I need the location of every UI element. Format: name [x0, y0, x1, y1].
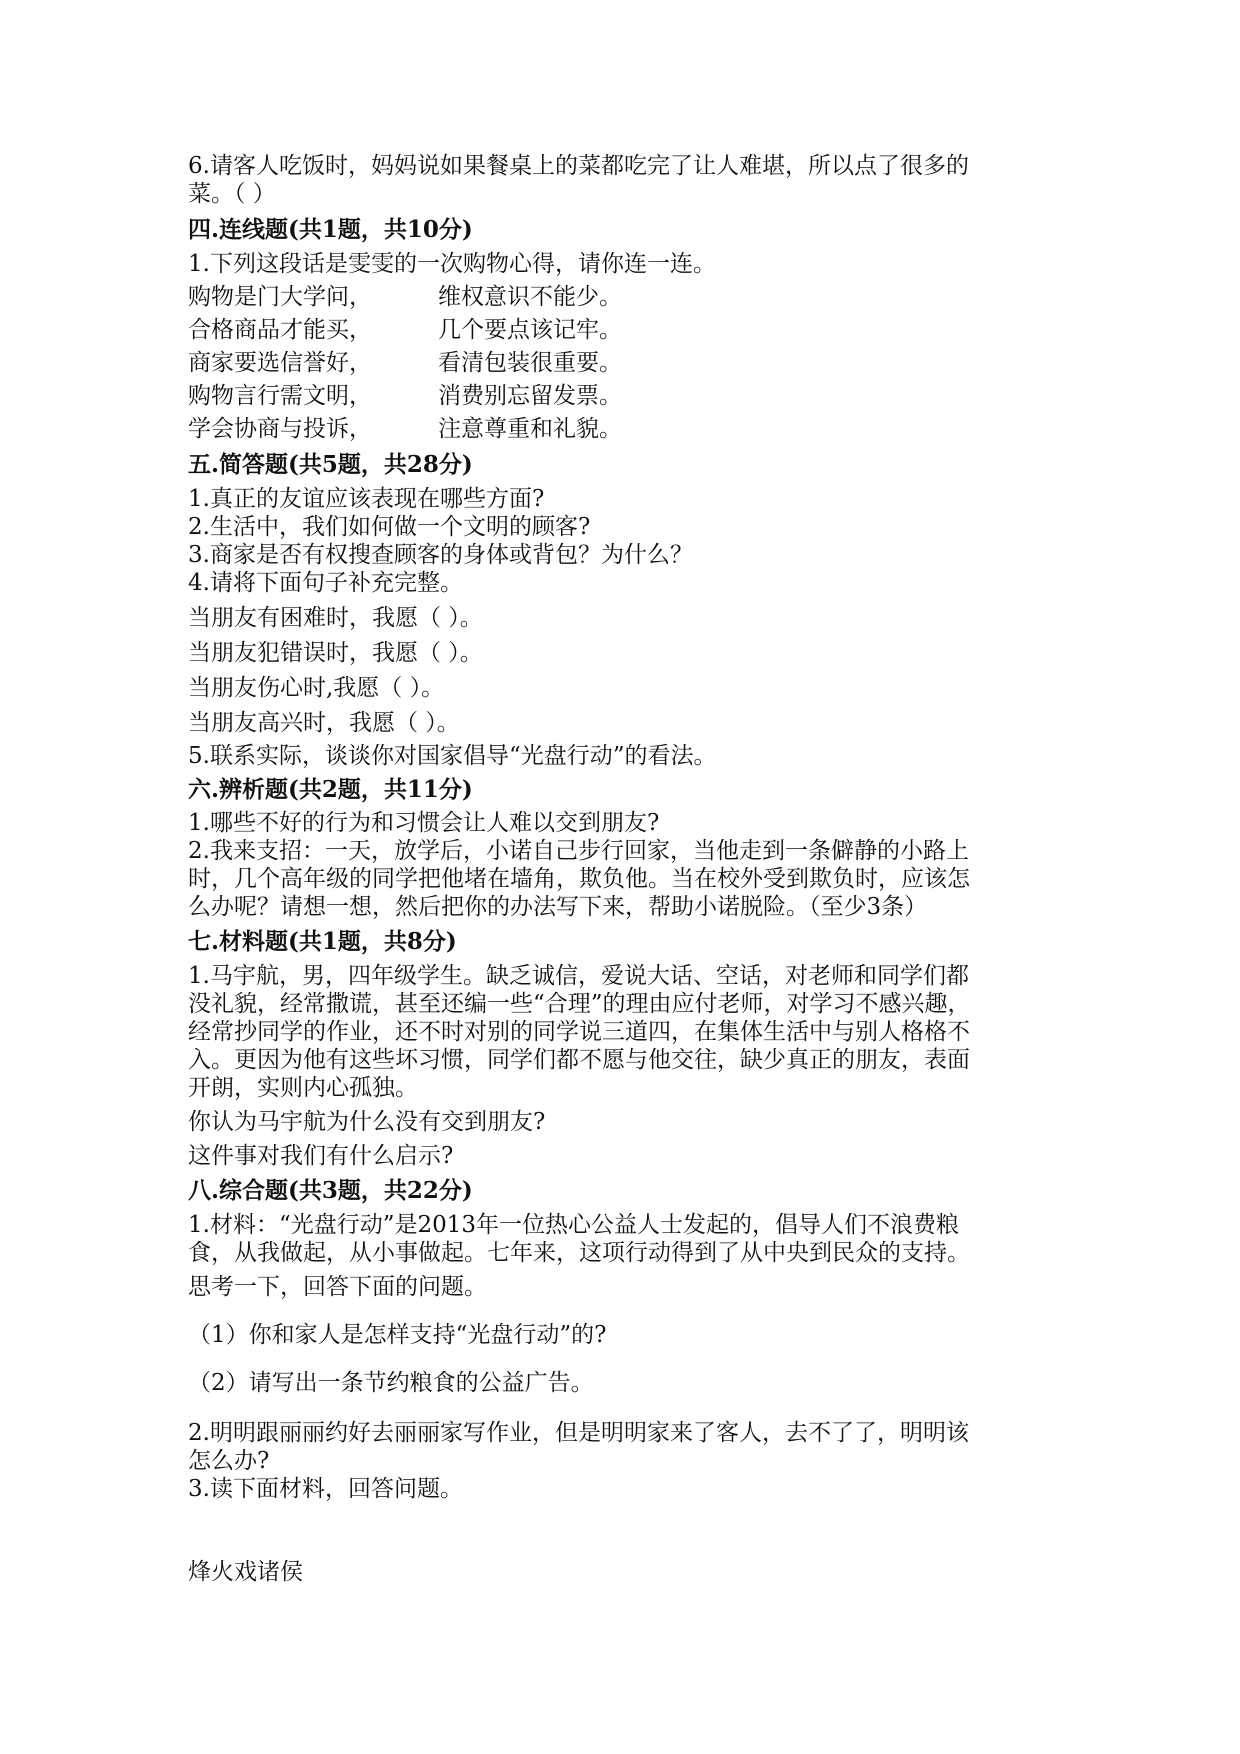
match-right-3: 看清包装很重要。 — [438, 350, 622, 376]
s7-ask2: 这件事对我们有什么启示? — [188, 1143, 454, 1169]
s7-q1-line3: 经常抄同学的作业，还不时对别的同学说三道四，在集体生活中与别人格格不 — [188, 1019, 970, 1045]
s8-q1-sub2: （2）请写出一条节约粮食的公益广告。 — [188, 1370, 594, 1396]
s6-q2-line2: 时，几个高年级的同学把他堵在墙角，欺负他。当在校外受到欺负时，应该怎 — [188, 866, 970, 892]
s5-q4-line2: 当朋友犯错误时，我愿（ ）。 — [188, 640, 483, 666]
s6-q2-line1: 2.我来支招：一天，放学后，小诺自己步行回家，当他走到一条僻静的小路上 — [188, 838, 969, 864]
match-left-5: 学会协商与投诉， — [188, 416, 372, 442]
s5-q1: 1.真正的友谊应该表现在哪些方面? — [188, 486, 545, 512]
s5-q5: 5.联系实际，谈谈你对国家倡导“光盘行动”的看法。 — [188, 743, 717, 769]
match-right-2: 几个要点该记牢。 — [438, 317, 622, 343]
match-right-1: 维权意识不能少。 — [438, 284, 622, 310]
s8-q3: 3.读下面材料，回答问题。 — [188, 1476, 463, 1502]
s7-q1-line1: 1.马宇航，男，四年级学生。缺乏诚信，爱说大话、空话，对老师和同学们都 — [188, 963, 969, 989]
s8-q2-line1: 2.明明跟丽丽约好去丽丽家写作业，但是明明家来了客人，去不了了，明明该 — [188, 1420, 969, 1446]
s5-q4-line3: 当朋友伤心时,我愿（ ）。 — [188, 675, 445, 701]
s4-q1: 1.下列这段话是雯雯的一次购物心得，请你连一连。 — [188, 251, 716, 277]
section-8-heading: 八.综合题(共3题，共22分) — [188, 1177, 473, 1204]
s7-q1-line5: 开朗，实则内心孤独。 — [188, 1075, 418, 1101]
s8-q2-line2: 怎么办? — [188, 1448, 270, 1474]
s7-q1-line2: 没礼貌，经常撒谎，甚至还编一些“合理”的理由应付老师，对学习不感兴趣， — [188, 991, 971, 1017]
s7-q1-line4: 入。更因为他有这些坏习惯，同学们都不愿与他交往，缺少真正的朋友，表面 — [188, 1047, 970, 1073]
q3-6-line2: 菜。（ ） — [188, 181, 276, 207]
s8-q1-sub1: （1）你和家人是怎样支持“光盘行动”的? — [188, 1322, 607, 1348]
s5-q4-line4: 当朋友高兴时，我愿（ ）。 — [188, 710, 460, 736]
s5-q4-line1: 当朋友有困难时，我愿（ ）。 — [188, 605, 483, 631]
s5-q4: 4.请将下面句子补充完整。 — [188, 570, 463, 596]
match-left-1: 购物是门大学问， — [188, 284, 372, 310]
s8-q1-line2: 食，从我做起，从小事做起。七年来，这项行动得到了从中央到民众的支持。 — [188, 1240, 970, 1266]
s5-q2: 2.生活中，我们如何做一个文明的顾客? — [188, 514, 591, 540]
s8-q1-line1: 1.材料：“光盘行动”是2013年一位热心公益人士发起的，倡导人们不浪费粮 — [188, 1212, 959, 1238]
match-left-2: 合格商品才能买， — [188, 317, 372, 343]
s6-q1: 1.哪些不好的行为和习惯会让人难以交到朋友? — [188, 810, 660, 836]
match-left-4: 购物言行需文明， — [188, 383, 372, 409]
s5-q3: 3.商家是否有权搜查顾客的身体或背包？为什么？ — [188, 542, 693, 568]
match-right-5: 注意尊重和礼貌。 — [438, 416, 622, 442]
s6-q2-line3: 么办呢？请想一想，然后把你的办法写下来，帮助小诺脱险。（至少3条） — [188, 894, 928, 920]
q3-6-line1: 6.请客人吃饭时，妈妈说如果餐桌上的菜都吃完了让人难堪，所以点了很多的 — [188, 153, 969, 179]
s7-ask1: 你认为马宇航为什么没有交到朋友? — [188, 1109, 546, 1135]
match-right-4: 消费别忘留发票。 — [438, 383, 622, 409]
section-5-heading: 五.简答题(共5题，共28分) — [188, 451, 473, 478]
s8-q1-think: 思考一下，回答下面的问题。 — [188, 1274, 487, 1300]
section-7-heading: 七.材料题(共1题，共8分) — [188, 928, 457, 955]
match-left-3: 商家要选信誉好， — [188, 350, 372, 376]
section-4-heading: 四.连线题(共1题，共10分) — [188, 216, 473, 243]
s8-story-title: 烽火戏诸侯 — [188, 1559, 303, 1585]
section-6-heading: 六.辨析题(共2题，共11分) — [188, 776, 473, 803]
